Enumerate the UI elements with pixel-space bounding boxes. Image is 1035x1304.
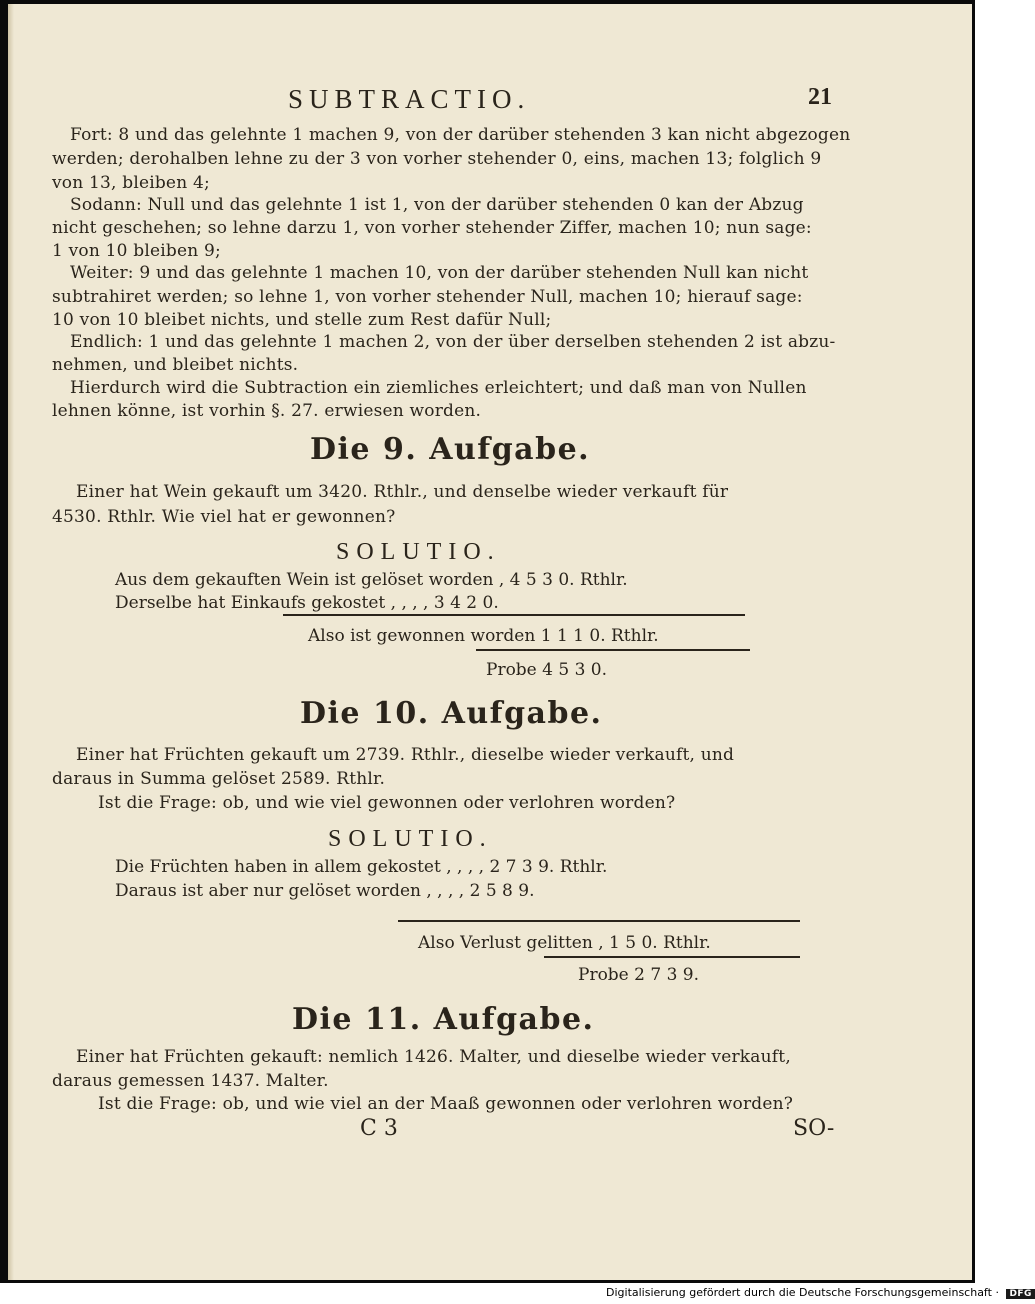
- problem-heading: Die 11. Aufgabe.: [292, 1002, 595, 1037]
- problem-heading: Die 10. Aufgabe.: [300, 696, 603, 731]
- solutio-heading: SOLUTIO.: [336, 539, 501, 565]
- paragraph-line: Endlich: 1 und das gelehnte 1 machen 2, von der über derselben stehenden 2 ist abzu-: [70, 332, 836, 352]
- catchword: SO-: [793, 1116, 835, 1141]
- problem-text-line: Ist die Frage: ob, und wie viel gewonnen oder verlohren worden?: [98, 793, 676, 813]
- paragraph-line: lehnen könne, ist vorhin §. 27. erwiesen worden.: [52, 401, 482, 421]
- calc-result: Also Verlust gelitten , 1 5 0. Rthlr.: [418, 933, 711, 953]
- sum-rule: [476, 649, 750, 651]
- paragraph-line: 1 von 10 bleiben 9;: [52, 241, 221, 261]
- problem-text-line: Einer hat Früchten gekauft: nemlich 1426. Malter, und dieselbe wieder verkauft,: [76, 1047, 791, 1067]
- paragraph-line: werden; derohalben lehne zu der 3 von vorher stehender 0, eins, machen 13; folglich 9: [52, 149, 822, 169]
- paragraph-line: 10 von 10 bleibet nichts, und stelle zum Rest dafür Null;: [52, 310, 552, 330]
- paragraph-line: subtrahiret werden; so lehne 1, von vorher stehender Null, machen 10; hierauf sage:: [52, 287, 803, 307]
- signature-mark: C 3: [360, 1116, 398, 1141]
- calc-result: Also ist gewonnen worden 1 1 1 0. Rthlr.: [308, 626, 659, 646]
- sum-rule: [283, 614, 745, 616]
- page-gutter-shadow: [8, 4, 14, 1280]
- probe-line: Probe 4 5 3 0.: [486, 660, 608, 680]
- solutio-heading: SOLUTIO.: [328, 826, 493, 852]
- paragraph-line: Weiter: 9 und das gelehnte 1 machen 10, von der darüber stehenden Null kan nicht: [70, 263, 809, 283]
- problem-text-line: daraus in Summa gelöset 2589. Rthlr.: [52, 769, 386, 789]
- sum-rule: [398, 920, 800, 922]
- problem-text-line: Einer hat Wein gekauft um 3420. Rthlr., und denselbe wieder verkauft für: [76, 482, 729, 502]
- problem-text-line: 4530. Rthlr. Wie viel hat er gewonnen?: [52, 507, 396, 527]
- problem-text-line: Ist die Frage: ob, und wie viel an der Maaß gewonnen oder verlohren worden?: [98, 1094, 794, 1114]
- probe-line: Probe 2 7 3 9.: [578, 965, 700, 985]
- separator-dot: ·: [995, 1286, 999, 1299]
- problem-text-line: daraus gemessen 1437. Malter.: [52, 1071, 329, 1091]
- paragraph-line: Hierdurch wird die Subtraction ein ziemliches erleichtert; und daß man von Nullen: [70, 378, 807, 398]
- paragraph-line: Sodann: Null und das gelehnte 1 ist 1, von der darüber stehenden 0 kan der Abzug: [70, 195, 804, 215]
- paragraph-line: von 13, bleiben 4;: [52, 173, 210, 193]
- paragraph-line: nicht geschehen; so lehne darzu 1, von vorher stehender Ziffer, machen 10; nun sage:: [52, 218, 812, 238]
- funding-note: Digitalisierung gefördert durch die Deutsche Forschungsgemeinschaft: [606, 1286, 992, 1299]
- book-page: [8, 4, 972, 1280]
- page-number: 21: [808, 84, 832, 110]
- running-head: SUBTRACTIO.: [288, 84, 531, 114]
- paragraph-line: nehmen, und bleibet nichts.: [52, 355, 299, 375]
- calc-row: Die Früchten haben in allem gekostet , , , , 2 7 3 9. Rthlr.: [115, 857, 608, 877]
- calc-row: Derselbe hat Einkaufs gekostet , , , , 3 4 2 0.: [115, 593, 499, 613]
- paragraph-line: Fort: 8 und das gelehnte 1 machen 9, von der darüber stehenden 3 kan nicht abgezogen: [70, 125, 851, 145]
- calc-row: Aus dem gekauften Wein ist gelöset worden , 4 5 3 0. Rthlr.: [115, 570, 628, 590]
- sum-rule: [544, 956, 800, 958]
- dfg-logo: DFG: [1006, 1289, 1035, 1299]
- dfg-footer: [606, 1286, 1035, 1302]
- problem-text-line: Einer hat Früchten gekauft um 2739. Rthlr., dieselbe wieder verkauft, und: [76, 745, 735, 765]
- calc-row: Daraus ist aber nur gelöset worden , , , , 2 5 8 9.: [115, 881, 535, 901]
- problem-heading: Die 9. Aufgabe.: [310, 432, 591, 467]
